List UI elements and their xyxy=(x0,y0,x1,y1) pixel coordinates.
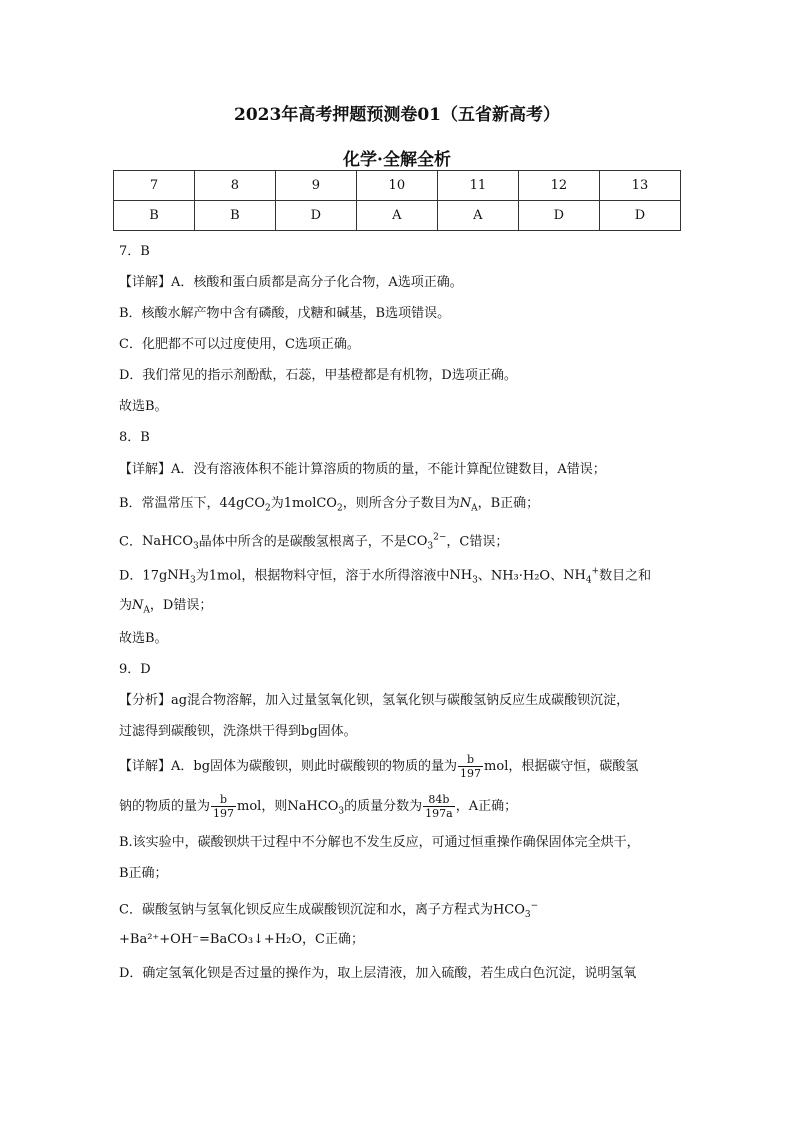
formula-nh3h2o: NH₃·H₂O xyxy=(490,568,551,584)
formula-co3: $CO_3^{2-}$ xyxy=(406,533,447,552)
q8-line-c: C．NaHCO$_3$晶体中所含的是碳酸氢根离子，不是$CO_3^{2-}$，C错误； xyxy=(119,533,509,552)
answer-table xyxy=(113,170,681,231)
q9-line: 【分析】ag混合物溶解，加入过量氢氧化钡，氢氧化钡与碳酸氢钠反应生成碳酸钡沉淀， xyxy=(119,693,630,708)
table-cell: 9 xyxy=(275,171,356,201)
formula-nh3: $NH_3$ xyxy=(167,568,196,586)
q7-line: C．化肥都不可以过度使用，C选项正确。 xyxy=(119,337,360,352)
page-title: 2023年高考押题预测卷01（五省新高考） xyxy=(234,105,560,125)
q7-line: 【详解】A．核酸和蛋白质都是高分子化合物，A选项正确。 xyxy=(119,275,463,290)
formula-co2: $CO_2$ xyxy=(244,496,271,514)
fraction-b-197: $\frac{b}{197}$ xyxy=(213,793,235,820)
q8-line: 【详解】A．没有溶液体积不能计算溶质的物质的量，不能计算配位键数目，A错误； xyxy=(119,462,606,477)
table-cell: A xyxy=(437,201,518,231)
answer-table-answers-row xyxy=(114,201,681,231)
q9-heading: 9．D xyxy=(119,662,151,677)
q9-line: D．确定氢氧化钡是否过量的操作为，取上层清液，加入硫酸，若生成白色沉淀，说明氢氧 xyxy=(119,966,637,981)
table-cell: A xyxy=(356,201,437,231)
formula-na: N xyxy=(132,598,144,613)
table-cell: 7 xyxy=(114,171,195,201)
table-cell: B xyxy=(114,201,195,231)
q7-heading: 7．B xyxy=(119,244,150,259)
table-cell: 11 xyxy=(437,171,518,201)
q8-line: 故选B。 xyxy=(119,631,168,646)
answer-table-numbers-row xyxy=(114,171,681,201)
page-subtitle: 化学·全解全析 xyxy=(343,150,451,170)
q9-line-c: C．碳酸氢钠与氢氧化钡反应生成碳酸钡沉淀和水，离子方程式为$HCO_3^-$ xyxy=(119,901,539,920)
q7-line: D．我们常见的指示剂酚酞，石蕊，甲基橙都是有机物，D选项正确。 xyxy=(119,368,517,383)
formula-na: N xyxy=(459,496,472,511)
solution-body xyxy=(119,236,684,991)
formula-nahco3: NaHCO$_3$ xyxy=(141,534,199,552)
formula-nh3-list: $NH_3$ xyxy=(449,568,478,586)
table-cell: D xyxy=(599,201,680,231)
fraction-84b-197a: $\frac{84b}{197a}$ xyxy=(425,793,453,820)
fraction-b-197: $\frac{b}{197}$ xyxy=(460,753,482,780)
table-cell: 12 xyxy=(518,171,599,201)
q8-line-e: 为$N_A$，D错误； xyxy=(119,598,213,616)
q9-line-a: 【详解】A．bg固体为碳酸钡，则此时碳酸钡的物质的量为 $\frac{b}{197}$ mol，根据碳守恒，碳酸氢 xyxy=(119,753,639,780)
q8-line-d: D．17gNH$_3$为1mol，根据物料守恒，溶于水所得溶液中$NH_3$、NH₃·H₂O、$NH_4^+$数目之和 xyxy=(119,567,652,586)
q9-line-b: 钠的物质的量为 $\frac{b}{197}$ mol，则NaHCO$_3$的质量分数为 $\frac{84b}{197a}$ ，A正确； xyxy=(119,793,518,820)
formula-nh4: $NH_4^+$ xyxy=(563,567,600,586)
q8-line-b: B．常温常压下，44gCO$_2$为1molCO$_2$，则所含分子数目为$N_A$，B正确； xyxy=(119,496,540,514)
table-cell: B xyxy=(194,201,275,231)
table-cell: D xyxy=(275,201,356,231)
q7-line: 故选B。 xyxy=(119,399,168,414)
q8-heading: 8．B xyxy=(119,430,150,445)
q9-line: B.该实验中，碳酸钡烘干过程中不分解也不发生反应，可通过恒重操作确保固体完全烘干， xyxy=(119,835,640,850)
table-cell: 10 xyxy=(356,171,437,201)
q9-line: 过滤得到碳酸钡，洗涤烘干得到bg固体。 xyxy=(119,724,357,739)
table-cell: D xyxy=(518,201,599,231)
q7-line: B．核酸水解产物中含有磷酸，戊糖和碱基，B选项错误。 xyxy=(119,306,451,321)
table-cell: 13 xyxy=(599,171,680,201)
table-cell: 8 xyxy=(194,171,275,201)
q9-line: +Ba²⁺+OH⁻=BaCO₃↓+H₂O，C正确； xyxy=(119,932,364,947)
q9-line: B正确； xyxy=(119,866,168,881)
